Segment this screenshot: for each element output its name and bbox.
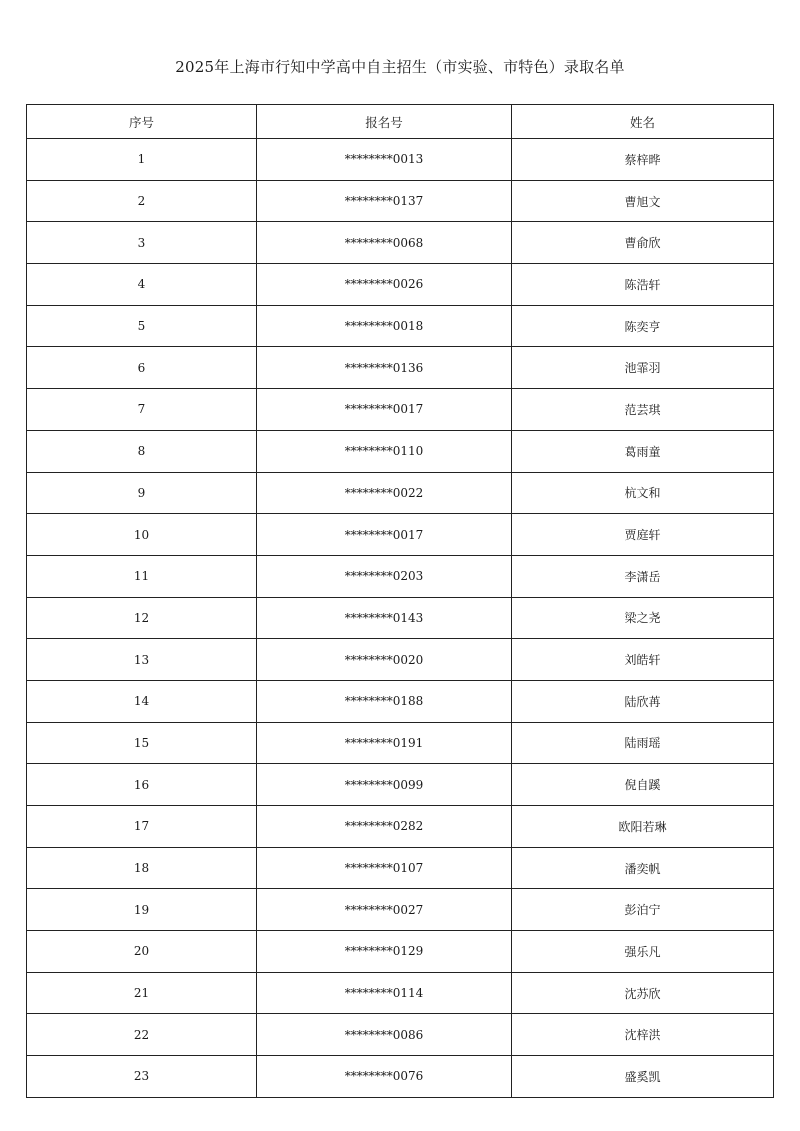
index-cell: 2 bbox=[27, 180, 257, 222]
registration-number-cell: ********0020 bbox=[257, 639, 512, 681]
table-row bbox=[27, 514, 774, 556]
registration-number-cell: ********0203 bbox=[257, 555, 512, 597]
registration-number-cell: ********0107 bbox=[257, 847, 512, 889]
student-name-cell: 沈苏欣 bbox=[512, 972, 774, 1014]
index-cell: 1 bbox=[27, 139, 257, 181]
index-cell: 5 bbox=[27, 305, 257, 347]
table-row bbox=[27, 389, 774, 431]
registration-number-cell: ********0026 bbox=[257, 264, 512, 306]
index-cell: 6 bbox=[27, 347, 257, 389]
index-cell: 23 bbox=[27, 1056, 257, 1098]
registration-number-cell: ********0282 bbox=[257, 806, 512, 848]
table-row bbox=[27, 680, 774, 722]
table-row bbox=[27, 430, 774, 472]
student-name-cell: 曹俞欣 bbox=[512, 222, 774, 264]
index-cell: 11 bbox=[27, 555, 257, 597]
table-row bbox=[27, 847, 774, 889]
student-name-cell: 强乐凡 bbox=[512, 931, 774, 973]
index-cell: 22 bbox=[27, 1014, 257, 1056]
table-row bbox=[27, 931, 774, 973]
table-row bbox=[27, 639, 774, 681]
student-name-cell: 贾庭轩 bbox=[512, 514, 774, 556]
table-row bbox=[27, 139, 774, 181]
header-row bbox=[27, 105, 774, 139]
student-name-cell: 蔡梓晔 bbox=[512, 139, 774, 181]
admission-table bbox=[26, 104, 774, 1098]
registration-number-cell: ********0110 bbox=[257, 430, 512, 472]
index-cell: 14 bbox=[27, 680, 257, 722]
index-cell: 12 bbox=[27, 597, 257, 639]
table-row bbox=[27, 889, 774, 931]
registration-number-cell: ********0017 bbox=[257, 389, 512, 431]
student-name-cell: 梁之尧 bbox=[512, 597, 774, 639]
column-header-index: 序号 bbox=[27, 105, 257, 139]
student-name-cell: 杭文和 bbox=[512, 472, 774, 514]
index-cell: 8 bbox=[27, 430, 257, 472]
column-header-registration-number: 报名号 bbox=[257, 105, 512, 139]
registration-number-cell: ********0013 bbox=[257, 139, 512, 181]
index-cell: 15 bbox=[27, 722, 257, 764]
student-name-cell: 李潇岳 bbox=[512, 555, 774, 597]
table-row bbox=[27, 180, 774, 222]
student-name-cell: 陆欣苒 bbox=[512, 680, 774, 722]
index-cell: 13 bbox=[27, 639, 257, 681]
registration-number-cell: ********0143 bbox=[257, 597, 512, 639]
index-cell: 21 bbox=[27, 972, 257, 1014]
student-name-cell: 彭泊宁 bbox=[512, 889, 774, 931]
registration-number-cell: ********0076 bbox=[257, 1056, 512, 1098]
table-row bbox=[27, 472, 774, 514]
registration-number-cell: ********0137 bbox=[257, 180, 512, 222]
student-name-cell: 陆雨瑶 bbox=[512, 722, 774, 764]
student-name-cell: 潘奕帆 bbox=[512, 847, 774, 889]
table-header bbox=[27, 105, 774, 139]
registration-number-cell: ********0114 bbox=[257, 972, 512, 1014]
registration-number-cell: ********0188 bbox=[257, 680, 512, 722]
registration-number-cell: ********0136 bbox=[257, 347, 512, 389]
registration-number-cell: ********0022 bbox=[257, 472, 512, 514]
registration-number-cell: ********0086 bbox=[257, 1014, 512, 1056]
table-row bbox=[27, 264, 774, 306]
registration-number-cell: ********0017 bbox=[257, 514, 512, 556]
index-cell: 4 bbox=[27, 264, 257, 306]
registration-number-cell: ********0191 bbox=[257, 722, 512, 764]
table-row bbox=[27, 722, 774, 764]
student-name-cell: 陈浩轩 bbox=[512, 264, 774, 306]
student-name-cell: 盛奚凯 bbox=[512, 1056, 774, 1098]
student-name-cell: 范芸琪 bbox=[512, 389, 774, 431]
table-row bbox=[27, 764, 774, 806]
index-cell: 3 bbox=[27, 222, 257, 264]
table-row bbox=[27, 222, 774, 264]
registration-number-cell: ********0068 bbox=[257, 222, 512, 264]
student-name-cell: 陈奕亨 bbox=[512, 305, 774, 347]
table-row bbox=[27, 1056, 774, 1098]
student-name-cell: 曹旭文 bbox=[512, 180, 774, 222]
index-cell: 10 bbox=[27, 514, 257, 556]
index-cell: 20 bbox=[27, 931, 257, 973]
table-row bbox=[27, 972, 774, 1014]
table-row bbox=[27, 555, 774, 597]
index-cell: 19 bbox=[27, 889, 257, 931]
registration-number-cell: ********0099 bbox=[257, 764, 512, 806]
registration-number-cell: ********0018 bbox=[257, 305, 512, 347]
student-name-cell: 倪自蹊 bbox=[512, 764, 774, 806]
registration-number-cell: ********0129 bbox=[257, 931, 512, 973]
student-name-cell: 池霏羽 bbox=[512, 347, 774, 389]
table-body bbox=[27, 139, 774, 1098]
student-name-cell: 葛雨童 bbox=[512, 430, 774, 472]
table-row bbox=[27, 597, 774, 639]
student-name-cell: 刘皓轩 bbox=[512, 639, 774, 681]
index-cell: 18 bbox=[27, 847, 257, 889]
student-name-cell: 沈梓洪 bbox=[512, 1014, 774, 1056]
table-row bbox=[27, 305, 774, 347]
registration-number-cell: ********0027 bbox=[257, 889, 512, 931]
table-row bbox=[27, 347, 774, 389]
column-header-name: 姓名 bbox=[512, 105, 774, 139]
index-cell: 16 bbox=[27, 764, 257, 806]
index-cell: 17 bbox=[27, 806, 257, 848]
table-row bbox=[27, 1014, 774, 1056]
page-title: 2025年上海市行知中学高中自主招生（市实验、市特色）录取名单 bbox=[175, 58, 625, 76]
index-cell: 7 bbox=[27, 389, 257, 431]
table-row bbox=[27, 806, 774, 848]
index-cell: 9 bbox=[27, 472, 257, 514]
student-name-cell: 欧阳若琳 bbox=[512, 806, 774, 848]
